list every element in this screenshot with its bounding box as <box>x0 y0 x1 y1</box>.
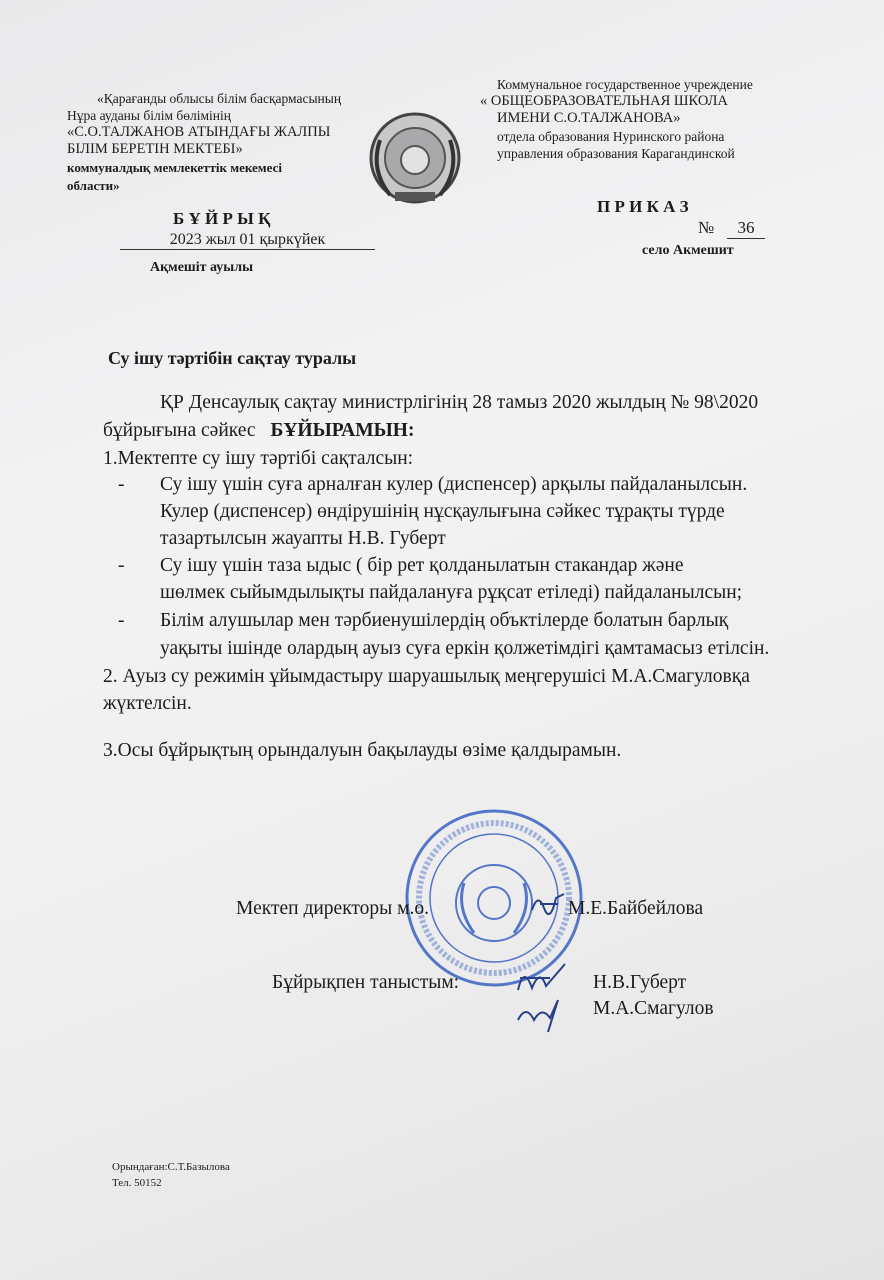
intro-line-2 <box>103 420 414 442</box>
item-3: 3.Осы бұйрықтың орындалуын бақылауды өзіме қалдырамын. <box>103 740 622 761</box>
bullet-line: Білім алушылар мен тәрбиенушілердің объктілерде болатын барлық <box>160 610 729 631</box>
item-1: 1.Мектепте су ішу тәртібі сақталсын: <box>103 448 414 469</box>
item-2: жүктелсін. <box>103 693 192 714</box>
header-right-line: управления образования Карагандинской <box>497 146 735 161</box>
ack-name: Н.В.Губерт <box>593 972 687 993</box>
header-right-line: Коммунальное государственное учреждение <box>497 77 753 92</box>
header-right-line: ИМЕНИ С.О.ТАЛЖАНОВА» <box>497 110 681 126</box>
state-emblem <box>360 110 470 210</box>
executor: Орындаған:С.Т.Базылова <box>112 1161 230 1173</box>
bullet-line: тазартылсын жауапты Н.В. Губерт <box>160 528 446 549</box>
acknowledgement-signatures <box>510 960 570 1035</box>
doc-type-kz: Б Ұ Й Р Ы Қ <box>173 209 271 228</box>
ack-name: М.А.Смагулов <box>593 998 714 1019</box>
acknowledged-label: Бұйрықпен таныстым: <box>272 972 460 993</box>
document-title: Су ішу тәртібін сақтау туралы <box>108 348 357 368</box>
header-left-line: «С.О.ТАЛЖАНОВ АТЫНДАҒЫ ЖАЛПЫ <box>67 124 331 140</box>
item-2: 2. Ауыз су режимін ұйымдастыру шаруашылық меңгерушісі М.А.Смагуловқа <box>103 666 750 687</box>
bullet-dash: - <box>118 555 125 576</box>
place-ru: село Акмешит <box>642 243 734 258</box>
header-left-line: коммуналдық мемлекеттік мекемесі <box>67 160 282 175</box>
bullet-line: уақыты ішінде олардың ауыз суға еркін қолжетімдігі қамтамасыз етілсін. <box>160 638 770 659</box>
director-signature <box>528 890 568 918</box>
place-kz: Ақмешіт ауылы <box>150 260 254 275</box>
intro-line: бұйрығына сәйкес <box>103 420 256 441</box>
bullet-line: шөлмек сыйымдылықты пайдалануға рұқсат етіледі) пайдаланылсын; <box>160 582 743 603</box>
director-label: Мектеп директоры м.о. <box>236 898 430 919</box>
header-left-line: Нұра ауданы білім бөлімінің <box>67 108 231 123</box>
director-name: М.Е.Байбейлова <box>568 898 704 919</box>
intro-line: ҚР Денсаулық сақтау министрлігінің 28 тамыз 2020 жылдың № 98\2020 <box>160 392 759 413</box>
order-date: 2023 жыл 01 қыркүйек <box>120 231 375 250</box>
order-number: 36 <box>727 218 765 239</box>
bullet-line: Кулер (диспенсер) өндірушінің нұсқаулығына сәйкес тұрақты түрде <box>160 501 725 522</box>
header-left-line: БІЛІМ БЕРЕТІН МЕКТЕБІ» <box>67 141 243 157</box>
order-number-label: № <box>698 218 715 237</box>
phone: Тел. 50152 <box>112 1177 162 1189</box>
bullet-line: Су ішу үшін таза ыдыс ( бір рет қолданылатын стакандар және <box>160 555 684 576</box>
doc-type-ru: П Р И К А З <box>597 197 689 216</box>
header-left-line: области» <box>67 178 120 193</box>
bullet-dash: - <box>118 474 125 495</box>
bullet-line: Су ішу үшін суға арналған кулер (диспенсер) арқылы пайдаланылсын. <box>160 474 748 495</box>
order-word: БҰЙЫРАМЫН: <box>270 420 415 441</box>
header-right-line: отдела образования Нуринского района <box>497 129 725 144</box>
header-left-line: «Қарағанды облысы білім басқармасының <box>97 91 342 106</box>
bullet-dash: - <box>118 610 125 631</box>
header-right-line: « ОБЩЕОБРАЗОВАТЕЛЬНАЯ ШКОЛА <box>480 93 728 109</box>
